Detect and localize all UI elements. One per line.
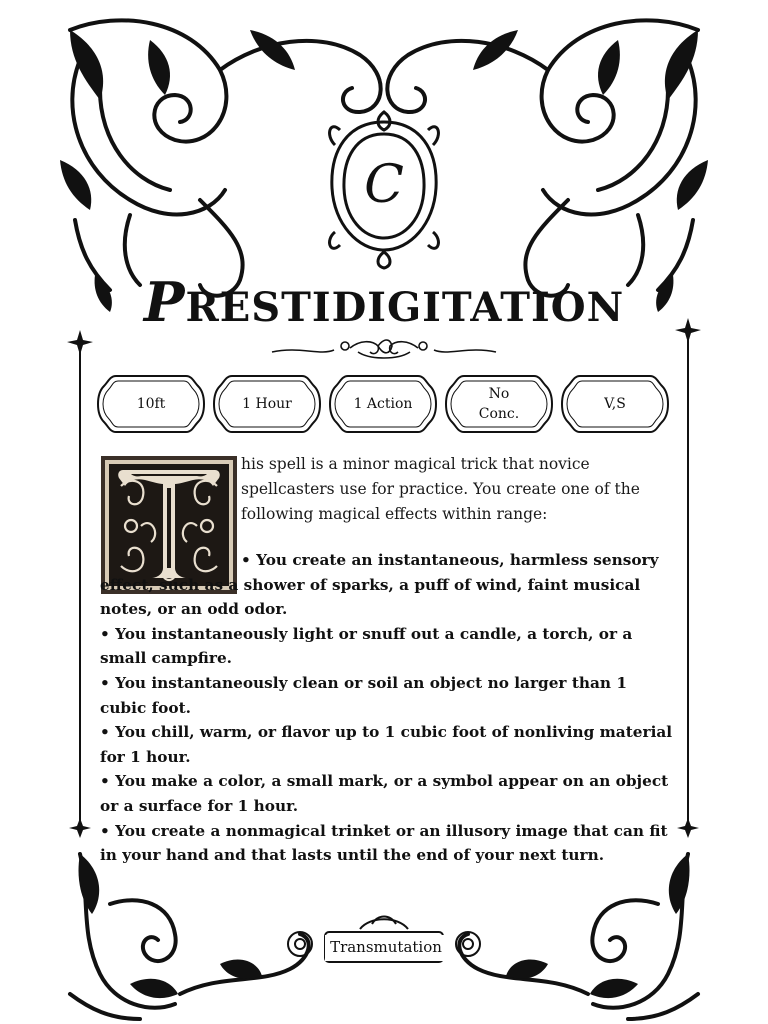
stat-duration: 1 Hour — [212, 372, 322, 436]
title-rest: RESTIDIGITATION — [185, 284, 625, 331]
effect-item: • You make a color, a small mark, or a symbol appear on an object or a surface for 1 hour. — [100, 772, 669, 815]
effect-item: • You instantaneously light or snuff out a candle, a torch, or a small campfire. — [100, 624, 633, 668]
spell-stats — [96, 372, 672, 436]
intro-text: his spell is a minor magical trick that novice spellcasters use for practice. You create one of the following magical effects within range: — [241, 455, 640, 523]
spell-intro — [241, 452, 641, 527]
effect-item: • You create an instantaneous, harmless sensory effect, such as a shower of sparks, a puff of wind, faint musical notes, or an odd odor. — [100, 551, 659, 619]
effects-list — [100, 548, 675, 868]
crest-letter: C — [364, 155, 404, 215]
stat-concentration: No Conc. — [444, 372, 554, 436]
title-divider — [272, 340, 496, 358]
effect-item: • You instantaneously clean or soil an object no larger than 1 cubic foot. — [100, 673, 628, 717]
stat-range: 10ft — [96, 372, 206, 436]
effect-item: • You chill, warm, or flavor up to 1 cubic foot of nonliving material for 1 hour. — [100, 723, 673, 766]
stat-casting-time: 1 Action — [328, 372, 438, 436]
bottom-scroll-ornament — [0, 844, 768, 1024]
effect-item: • You create a nonmagical trinket or an illusory image that can fit in your hand and that lasts until the end of your next turn. — [100, 821, 668, 865]
school-label: Transmutation — [325, 935, 447, 961]
stat-components: V,S — [560, 372, 670, 436]
title-initial: P — [143, 270, 186, 334]
